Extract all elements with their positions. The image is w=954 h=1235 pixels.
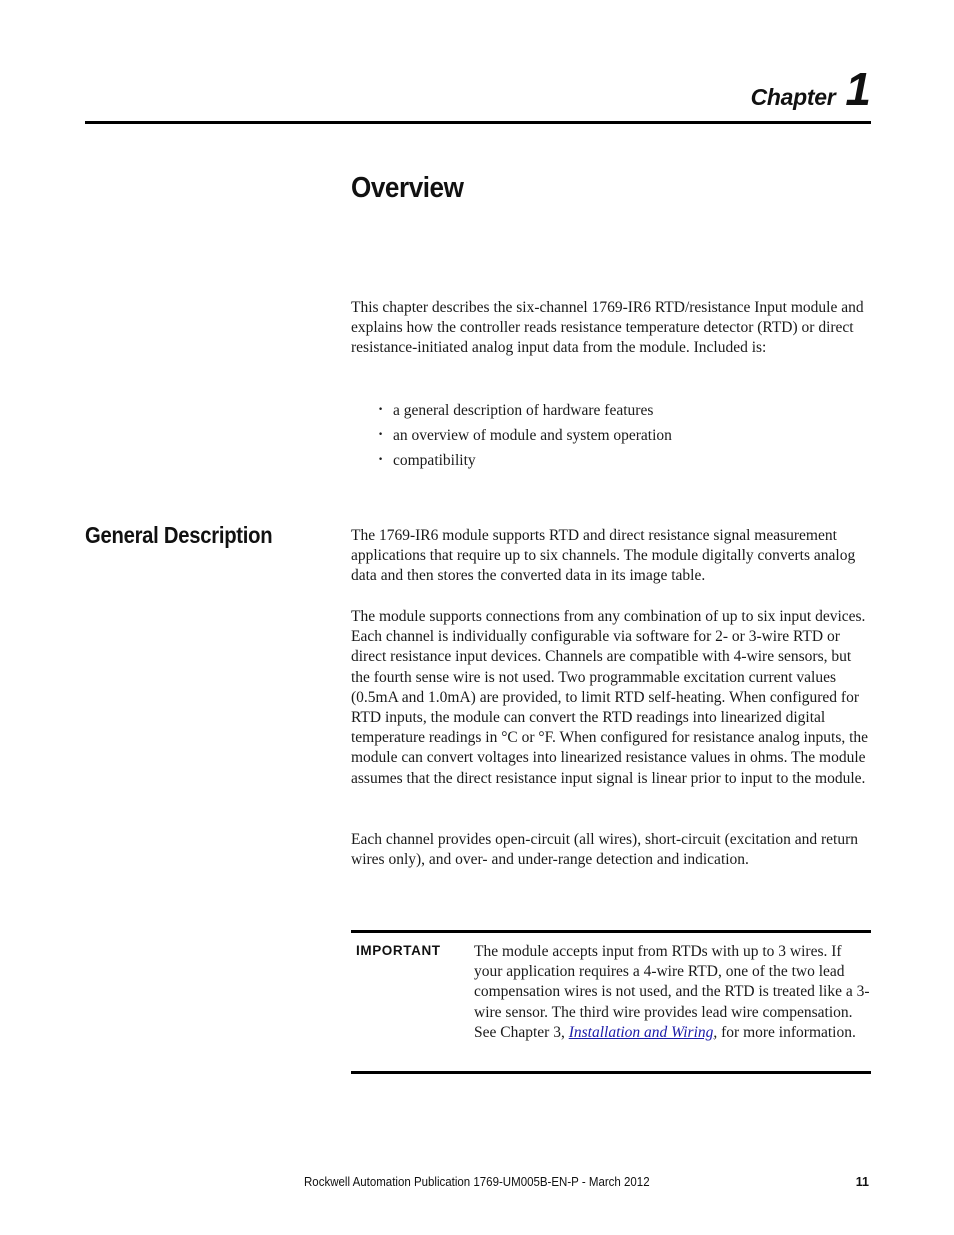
intro-bullet-list bbox=[378, 398, 672, 473]
general-description-paragraph-1: The 1769-IR6 module supports RTD and direct resistance signal measurement applications that require up to six channels. The module digitally converts analog data and then stores the converted data in its image table. bbox=[351, 527, 856, 585]
general-description-paragraph-3: Each channel provides open-circuit (all wires), short-circuit (excitation and return wires only), and over- and under-range detection and indication. bbox=[351, 831, 858, 869]
installation-and-wiring-link[interactable]: Installation and Wiring bbox=[568, 1023, 714, 1041]
important-callout bbox=[351, 930, 871, 1074]
footer-page-number: 11 bbox=[855, 1175, 869, 1189]
list-item: · an overview of module and system operation bbox=[378, 423, 672, 448]
general-description-paragraph-2: The module supports connections from any combination of up to six input devices. Each channel is individually configurable via software for 2- or 3-wire RTD or direct resistance input devices. Channels are compatible with 4-wire sensors, but the fourth sense wire is not used. Two programmable excitation current values (0.5mA and 1.0mA) are provided, to limit RTD self-heating. When configured for RTD inputs, the module can convert the RTD readings into linearized digital temperature readings in °C or °F. When configured for resistance analog inputs, the module can convert voltages into linearized resistance values in ohms. The module assumes that the direct resistance input signal is linear prior to input to the module. bbox=[351, 608, 869, 787]
chapter-header bbox=[751, 62, 870, 116]
chapter-number: 1 bbox=[845, 63, 870, 115]
list-item: · compatibility bbox=[378, 448, 672, 473]
important-text bbox=[474, 942, 871, 1043]
intro-paragraph: This chapter describes the six-channel 1769-IR6 RTD/resistance Input module and explains how the controller reads resistance temperature detector (RTD) or direct resistance-initiated analog input data from the module. Included is: bbox=[351, 299, 864, 357]
footer-publication: Rockwell Automation Publication 1769-UM005B-EN-P - March 2012 bbox=[304, 1175, 650, 1189]
page-title: Overview bbox=[351, 172, 464, 204]
chapter-label: Chapter bbox=[750, 84, 836, 110]
header-rule bbox=[85, 121, 871, 124]
important-label: IMPORTANT bbox=[356, 943, 441, 958]
important-text-after: , for more information. bbox=[713, 1023, 856, 1041]
section-heading-general-description: General Description bbox=[85, 522, 273, 548]
list-item: · a general description of hardware features bbox=[378, 398, 672, 423]
important-text-before: The module accepts input from RTDs with up to 3 wires. If your application requires a 4-wire RTD, one of the two lead compensation wires is not used, and the RTD is treated like a 3-wire sensor. The third wire provides lead wire compensation. See Chapter 3, bbox=[474, 943, 870, 1041]
